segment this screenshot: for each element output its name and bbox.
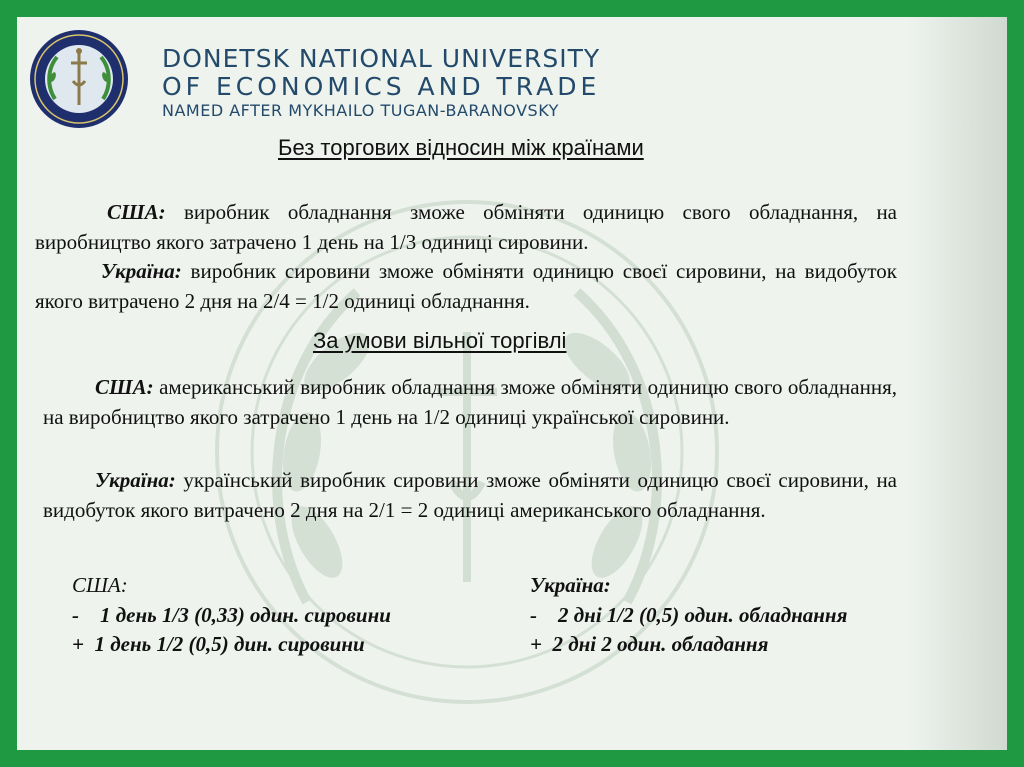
summary-ukraine — [530, 571, 847, 660]
paragraph-free-trade-ukraine — [43, 466, 897, 525]
summary-ukraine-line-1: - 2 дні 1/2 (0,5) один. обладнання — [530, 602, 848, 627]
label-usa-2: США: — [95, 375, 154, 399]
paragraph-no-trade-usa — [35, 198, 897, 257]
university-seal-icon — [29, 29, 129, 129]
summary-usa-title: США: — [72, 573, 128, 597]
text-ukraine: виробник сировини зможе обміняти одиницю своєї сировини, на видобуток якого витрачено 2 дня на 2/4 = 1/2 одиниці обладнання. — [35, 259, 898, 313]
text-usa-2: американський виробник обладнання зможе обміняти одиницю свого обладнання, на виробництво якого затрачено 1 день на 1/2 одиниці української сировини. — [43, 375, 898, 429]
summary-usa-line-1: - 1 день 1/3 (0,33) один. сировини — [72, 602, 391, 627]
summary-usa — [72, 571, 391, 660]
paragraph-free-trade-usa — [43, 373, 897, 432]
label-ukraine: Україна: — [101, 259, 182, 283]
summary-ukraine-title: Україна: — [530, 573, 611, 597]
panel-shadow — [907, 17, 1007, 750]
university-name — [162, 45, 600, 121]
paragraph-no-trade-ukraine — [35, 257, 897, 316]
university-line-1: DONETSK NATIONAL UNIVERSITY — [162, 44, 601, 73]
label-ukraine-2: Україна: — [95, 468, 176, 492]
section-heading-no-trade: Без торгових відносин між країнами — [278, 135, 644, 160]
text-usa: виробник обладнання зможе обміняти одиницю свого обладнання, на виробництво якого затрачено 1 день на 1/3 одиниці сировини. — [35, 200, 897, 254]
label-usa: США: — [107, 200, 166, 224]
slide-panel — [17, 17, 1007, 750]
text-ukraine-2: український виробник сировини зможе обміняти одиницю своєї сировини, на видобуток якого витрачено 2 дня на 2/1 = 2 одиниці американського обладнання. — [43, 468, 898, 522]
section-heading-free-trade: За умови вільної торгівлі — [313, 328, 567, 353]
university-line-3: NAMED AFTER MYKHAILO TUGAN-BARANOVSKY — [162, 101, 559, 120]
university-line-2: OF ECONOMICS AND TRADE — [162, 72, 601, 101]
summary-ukraine-line-2: + 2 дні 2 один. обладання — [530, 632, 769, 656]
summary-usa-line-2: + 1 день 1/2 (0,5) дин. сировини — [72, 632, 365, 656]
